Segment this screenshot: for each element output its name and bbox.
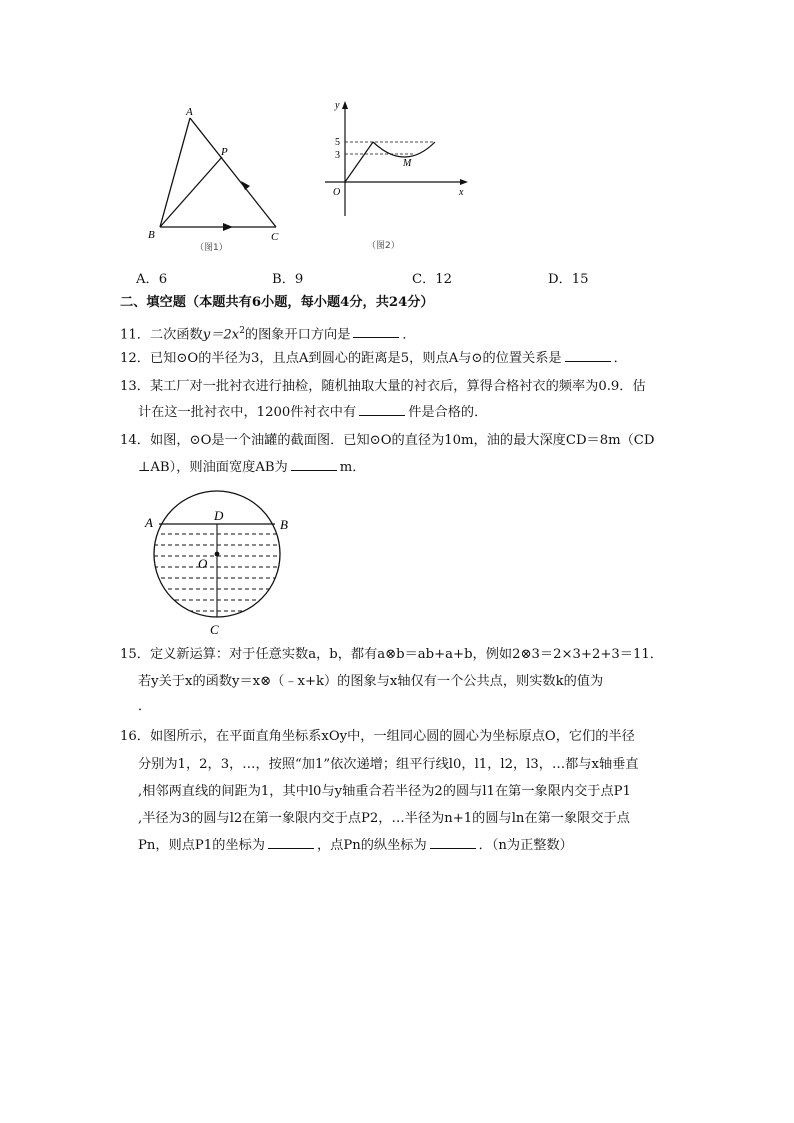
fig2-label-M: M bbox=[403, 158, 412, 169]
fig2-label-x: x bbox=[459, 187, 464, 198]
answer-blank-13[interactable] bbox=[359, 403, 405, 416]
option-b[interactable]: B．9 bbox=[272, 272, 304, 287]
figure-2-graph bbox=[325, 98, 475, 258]
question-15-line-3: ． bbox=[138, 699, 152, 714]
fig2-label-y: y bbox=[335, 100, 340, 111]
question-14-line-2: ⊥AB），则油面宽度AB为 m． bbox=[138, 460, 366, 475]
fig3-label-A: A bbox=[145, 515, 153, 530]
answer-blank-14[interactable] bbox=[291, 458, 337, 471]
question-13-line-1: 13．某工厂对一批衬衣进行抽检，随机抽取大量的衬衣后，算得合格衬衣的频率为0.9．估 bbox=[120, 379, 646, 394]
question-16-line-4: ,半径为3的圆与l2在第一象限内交于点P2，…半径为n+1的圆与ln在第一象限交于点 bbox=[138, 811, 630, 826]
fig1-label-P: P bbox=[221, 146, 228, 158]
fig1-label-B: B bbox=[148, 229, 155, 241]
option-c[interactable]: C．12 bbox=[412, 272, 453, 287]
question-16-line-2: 分别为1，2，3，…，按照“加1”依次递增；组平行线l0，l1，l2，l3，…都与x轴垂直 bbox=[138, 757, 639, 772]
answer-blank-11[interactable] bbox=[353, 325, 399, 338]
fig1-caption: （图1） bbox=[195, 243, 228, 253]
fig3-label-O: O bbox=[198, 556, 208, 571]
question-11: 11．二次函数$y=2x^2$的图象开口方向是 ． bbox=[120, 326, 416, 343]
fig2-caption: （图2） bbox=[367, 241, 400, 251]
option-a[interactable]: A．6 bbox=[136, 272, 168, 287]
fig3-label-B: B bbox=[280, 517, 288, 532]
question-14-line-1: 14．如图，⊙O是一个油罐的截面图．已知⊙O的直径为10m，油的最大深度CD＝8m（CD bbox=[120, 433, 655, 448]
question-12: 12．已知⊙O的半径为3，且点A到圆心的距离是5，则点A与⊙的位置关系是 ． bbox=[120, 351, 627, 366]
question-16-line-3: ,相邻两直线的间距为1，其中l0与y轴重合若半径为2的圆与l1在第一象限内交于点P1 bbox=[138, 784, 631, 799]
answer-blank-12[interactable] bbox=[565, 349, 611, 362]
question-13-line-2: 计在这一批衬衣中，1200件衬衣中有 件是合格的． bbox=[138, 405, 488, 420]
fig3-label-D: D bbox=[214, 508, 224, 523]
fig2-label-O: O bbox=[333, 187, 341, 198]
question-16-line-1: 16．如图所示，在平面直角坐标系xOy中，一组同心圆的圆心为坐标原点O，它们的半径 bbox=[120, 729, 635, 744]
question-16-line-5: Pn，则点P1的坐标为 ，点Pn的纵坐标为 ．（n为正整数） bbox=[138, 838, 573, 853]
answer-blank-16a[interactable] bbox=[268, 836, 314, 849]
answer-blank-16b[interactable] bbox=[430, 836, 476, 849]
fig2-label-three: 3 bbox=[335, 150, 340, 161]
option-d[interactable]: D．15 bbox=[548, 272, 589, 287]
fig3-label-C: C bbox=[210, 622, 219, 637]
question-15-line-2: 若y关于x的函数y＝x⊗（﹣x+k）的图象与x轴仅有一个公共点，则实数k的值为 bbox=[138, 674, 604, 689]
fig1-label-A: A bbox=[186, 106, 193, 118]
fig1-label-C: C bbox=[271, 231, 279, 243]
figure-3-oil-tank bbox=[140, 482, 300, 642]
section-2-title: 二、填空题（本题共有6小题，每小题4分，共24分） bbox=[120, 295, 434, 310]
question-15-line-1: 15．定义新运算：对于任意实数a，b，都有a⊗b＝ab+a+b，例如2⊗3＝2×3+2+3＝11． bbox=[120, 647, 663, 662]
fig2-label-five: 5 bbox=[335, 137, 340, 148]
figure-1-triangle bbox=[140, 100, 290, 260]
